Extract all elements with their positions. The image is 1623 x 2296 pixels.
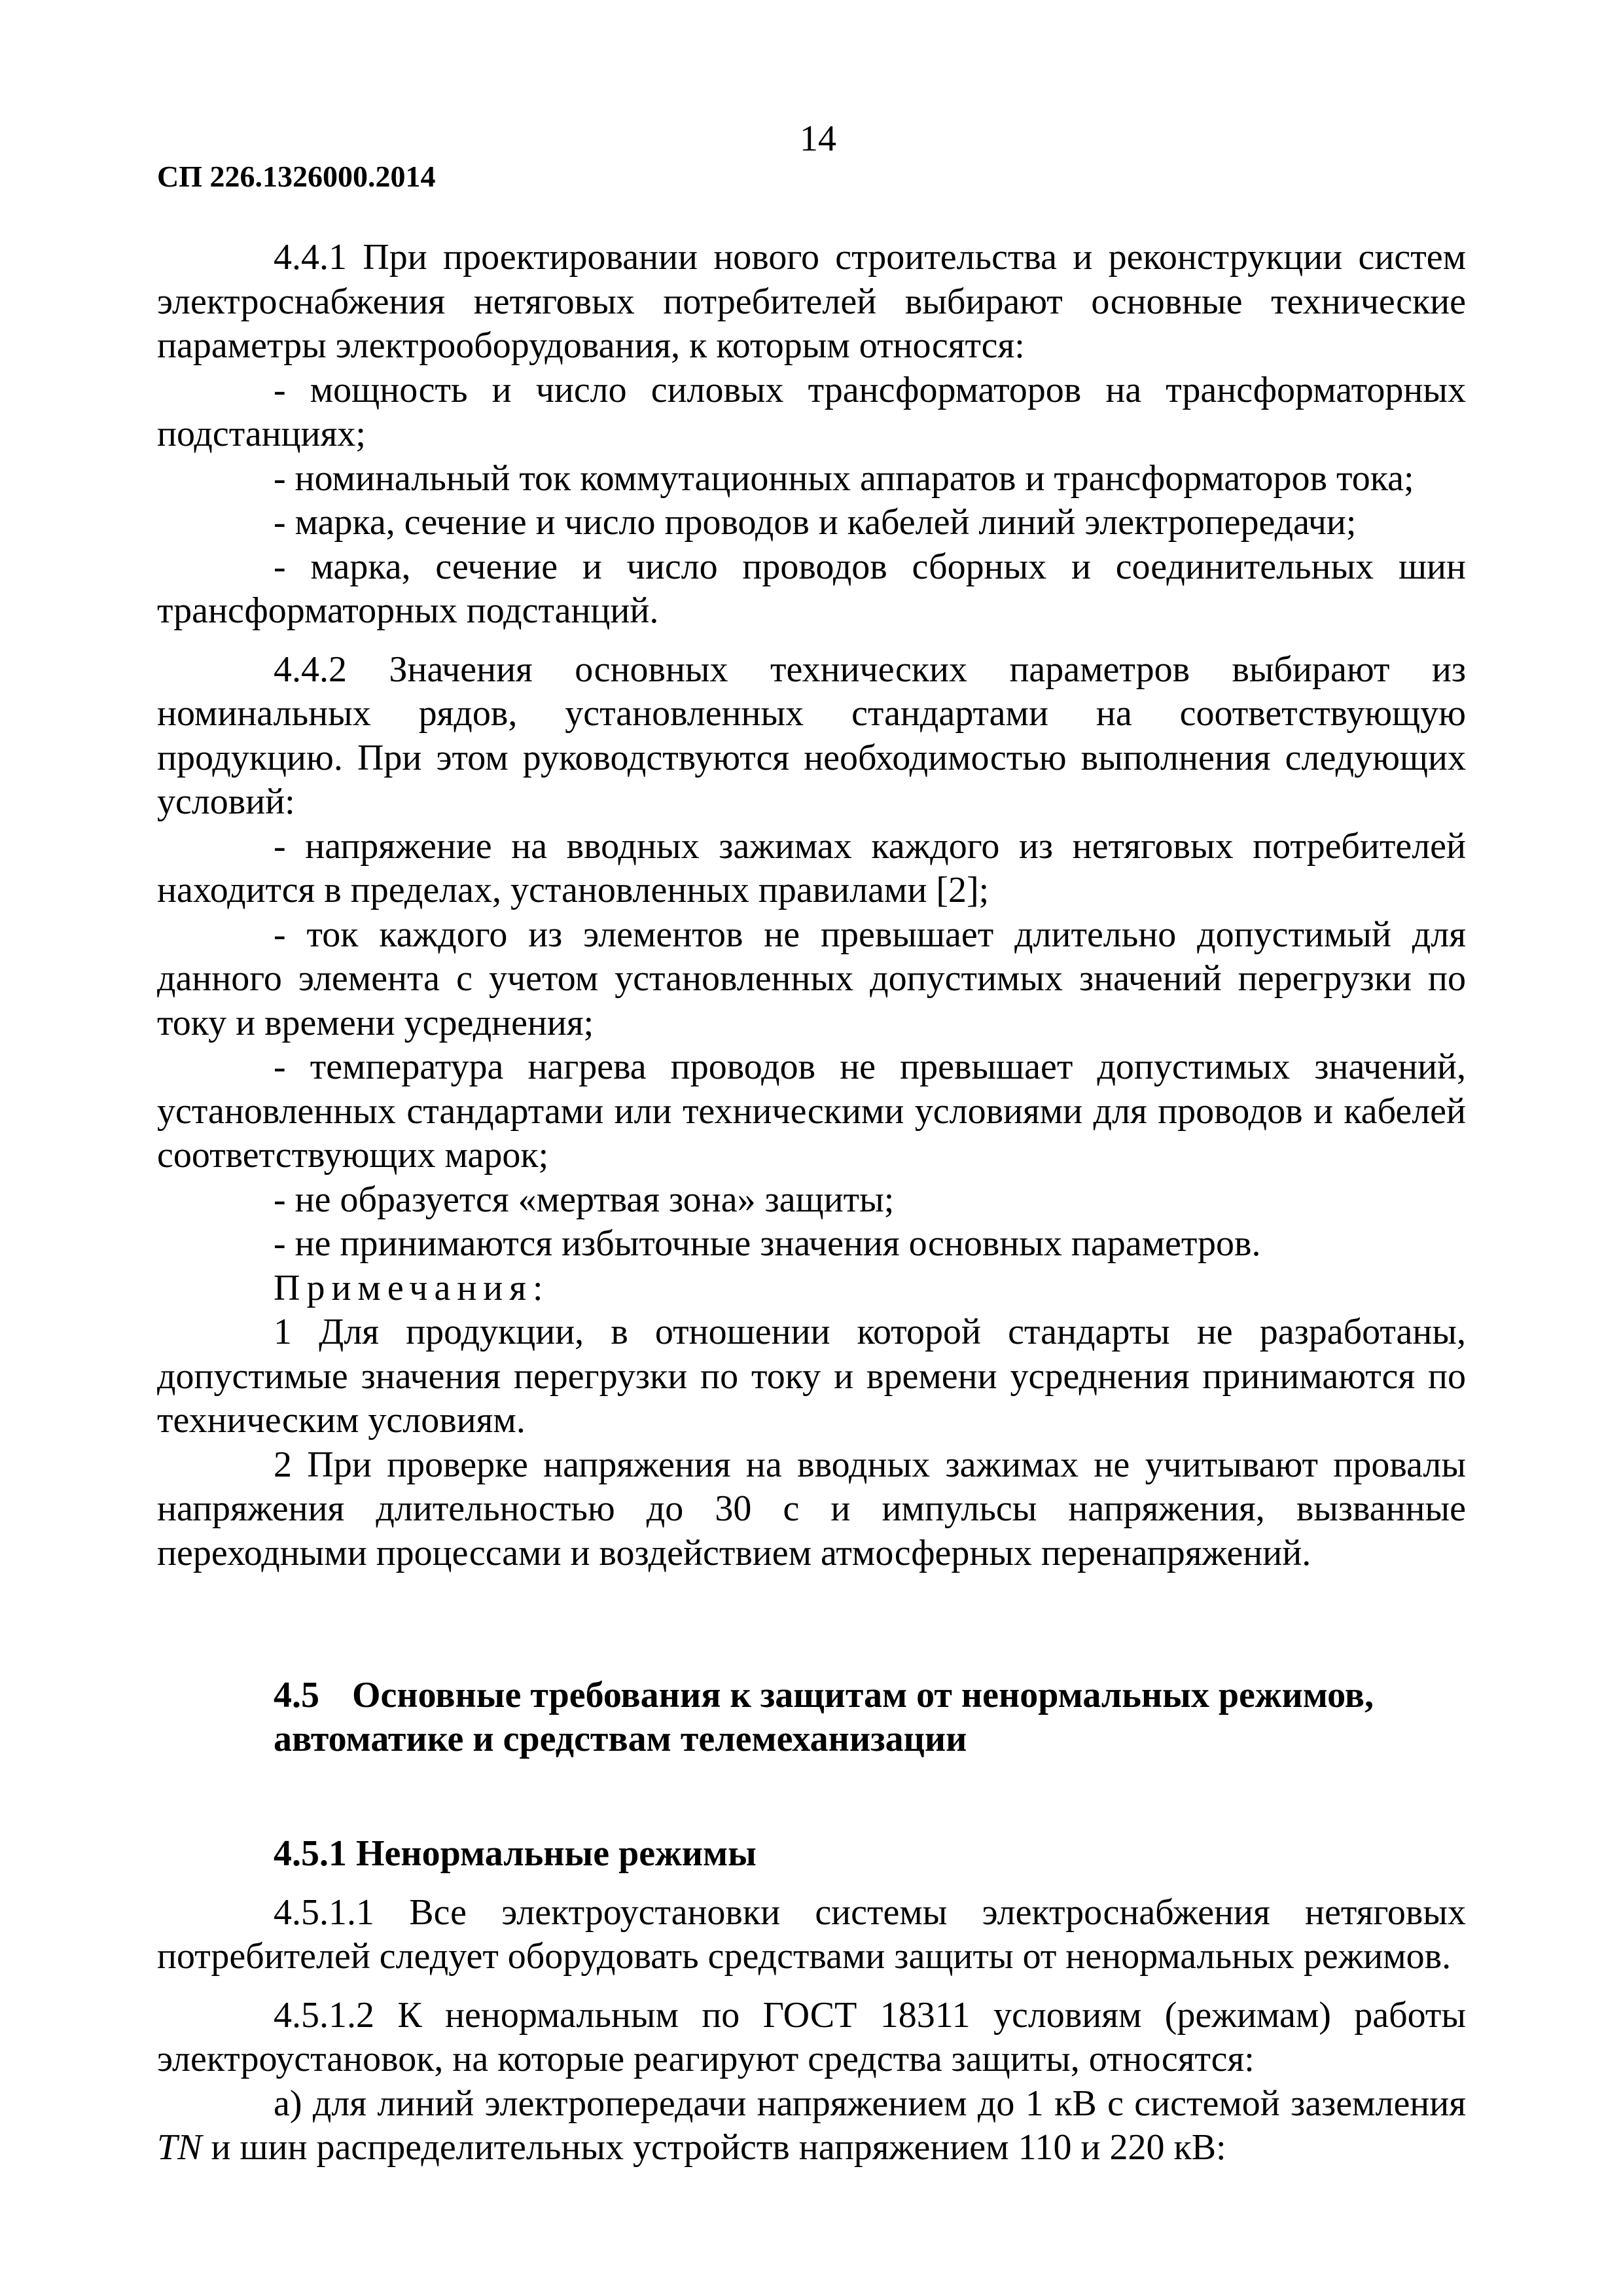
- section-heading: [157, 1674, 1466, 1761]
- note-item: 2 При проверке напряжения на вводных зажимах не учитывают провалы напряжения длительностью до 30 с и импульсы напряжения, вызванные переходными процессами и воздействием атмосферных перенапряжений.: [157, 1444, 1466, 1573]
- document-code: СП 226.1326000.2014: [157, 160, 436, 193]
- section-number: 4.5: [274, 1675, 319, 1715]
- clause-4-4-2-item: - не принимаются избыточные значения основных параметров.: [274, 1223, 1261, 1264]
- clause-4-4-2-item: - ток каждого из элементов не превышает длительно допустимый для данного элемента с учетом установленных допустимых значений перегрузки по току и времени усреднения;: [157, 914, 1466, 1043]
- clause-4-4-2-item: - температура нагрева проводов не превышает допустимых значений, установленных стандартами или техническими условиями для проводов и кабелей соответствующих марок;: [157, 1047, 1466, 1175]
- clause-4-4-1-item: - марка, сечение и число проводов и кабелей линий электропередачи;: [274, 502, 1357, 543]
- clause-4-4-2-item: - не образуется «мертвая зона» защиты;: [274, 1179, 895, 1220]
- item-a-text-start: а) для линий электропередачи напряжением до 1 кВ с системой заземления: [274, 2083, 1466, 2124]
- clause-4-4-1-item: - мощность и число силовых трансформаторов на трансформаторных подстанциях;: [157, 369, 1466, 454]
- page-number: 14: [800, 118, 836, 159]
- item-a-tn-term: TN: [157, 2127, 202, 2168]
- clause-4-4-1-item: - марка, сечение и число проводов сборных и соединительных шин трансформаторных подстанций.: [157, 546, 1466, 631]
- clause-4-5-1-2-item-a: [157, 2082, 1466, 2170]
- item-a-text-end: и шин распределительных устройств напряжением 110 и 220 кВ:: [202, 2127, 1226, 2168]
- subsection-heading: 4.5.1 Ненормальные режимы: [274, 1833, 757, 1874]
- clause-4-4-1: 4.4.1 При проектировании нового строительства и реконструкции систем электроснабжения нетяговых потребителей выбирают основные технические параметры электрооборудования, к которым относятся:: [157, 237, 1466, 366]
- note-item: 1 Для продукции, в отношении которой стандарты не разработаны, допустимые значения перегрузки по току и времени усреднения принимаются по техническим условиям.: [157, 1312, 1466, 1441]
- page-content: [157, 236, 1466, 2170]
- clause-4-4-1-item: - номинальный ток коммутационных аппаратов и трансформаторов тока;: [274, 457, 1414, 499]
- clause-4-5-1-2: 4.5.1.2 К ненормальным по ГОСТ 18311 условиям (режимам) работы электроустановок, на которые реагируют средства защиты, относятся:: [157, 1994, 1466, 2079]
- section-title: Основные требования к защитам от ненормальных режимов, автоматике и средствам телемеханизации: [274, 1675, 1374, 1759]
- clause-4-5-1-1: 4.5.1.1 Все электроустановки системы электроснабжения нетяговых потребителей следует оборудовать средствами защиты от ненормальных режимов.: [157, 1892, 1466, 1977]
- clause-4-4-2-item: - напряжение на вводных зажимах каждого из нетяговых потребителей находится в пределах, установленных правилами [2];: [157, 825, 1466, 910]
- notes-title: Примечания:: [274, 1267, 550, 1308]
- clause-4-4-2: 4.4.2 Значения основных технических параметров выбирают из номинальных рядов, установленных стандартами на соответствующую продукцию. При этом руководствуются необходимостью выполнения следующих условий:: [157, 649, 1466, 822]
